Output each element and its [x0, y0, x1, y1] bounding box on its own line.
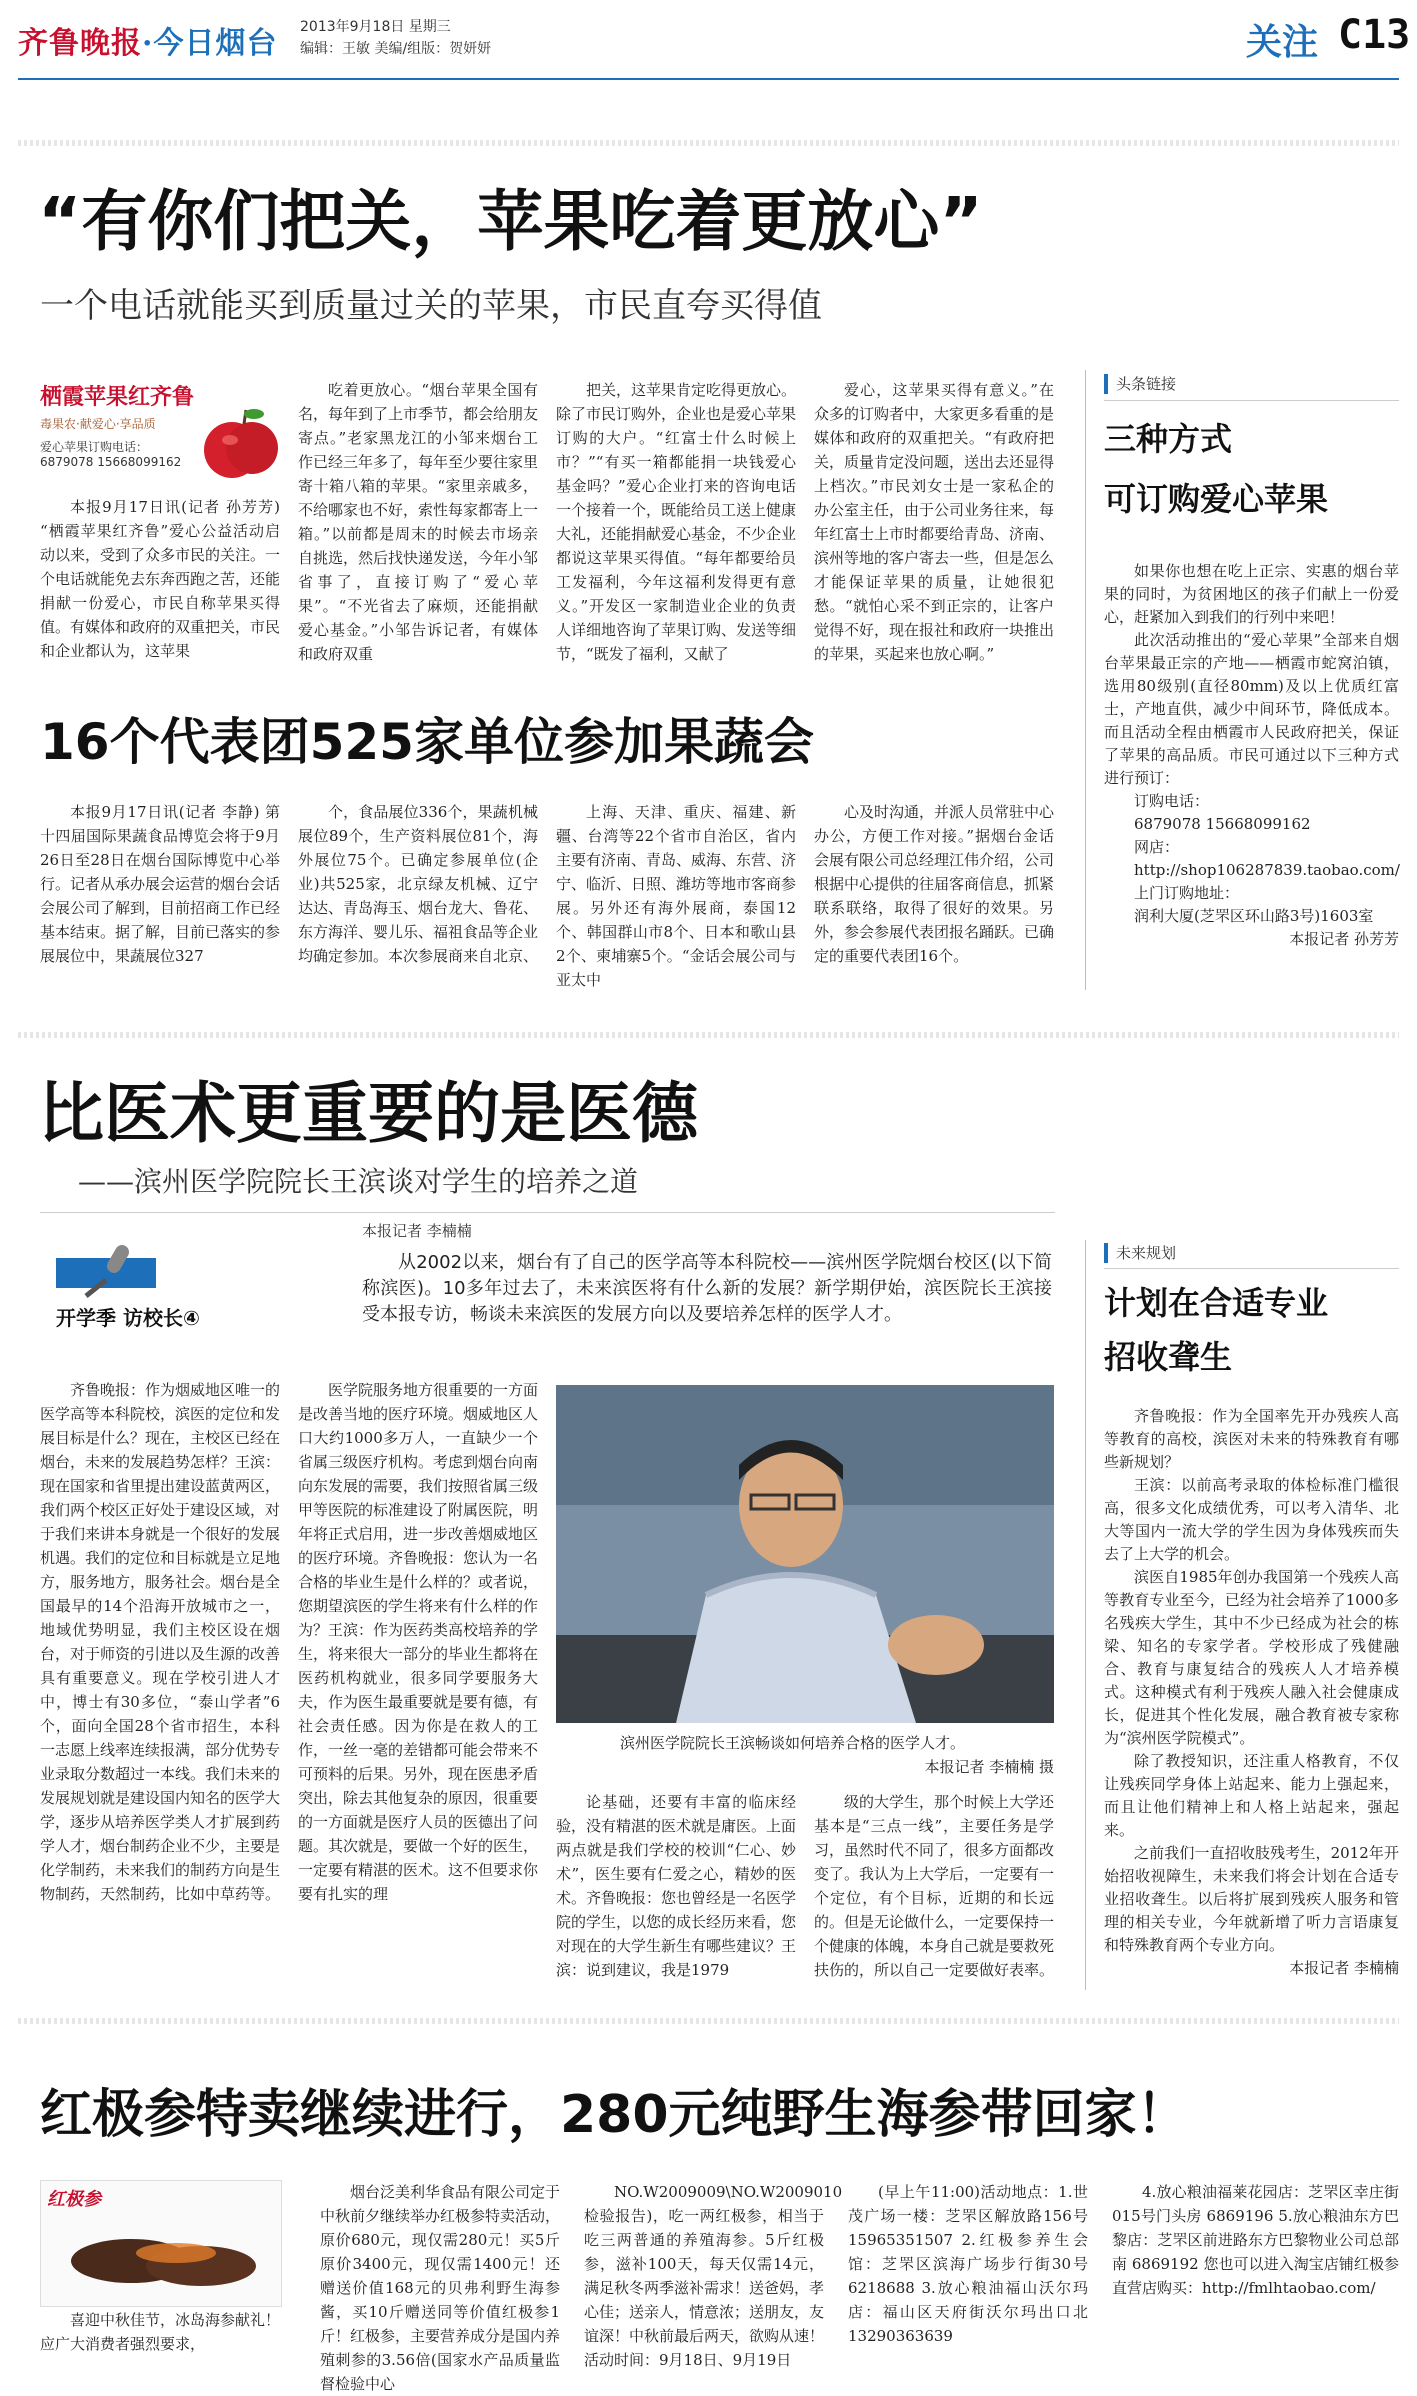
- article3-column-3: 论基础，还要有丰富的临床经验，没有精湛的医术就是庸医。上面两点就是我们学校的校训“仁心、妙术”，医生要有仁爱之心，精妙的医术。齐鲁晚报：您也曾经是一名医学院的学生，以您的成长经历来看，您对现在的大学生新生有哪些建议？王滨：说到建议，我是1979: [556, 1793, 797, 1979]
- dotted-divider: [18, 140, 1399, 146]
- sidebar2-para3: 滨医自1985年创办我国第一个残疾人高等教育专业至今，已经为社会培养了1000多名残疾大学生，其中不少已经成为社会的栋梁、知名的专家学者。学校形成了残健融合、教育与康复结合的残疾人人才培养模式。这种模式有利于残疾人融入社会健康成长，促进其个性化发展，融合教育被专家称为“滨州医学院模式”。: [1104, 1568, 1399, 1747]
- sidebar2-title-line2: 招收聋生: [1104, 1338, 1233, 1376]
- sidebar2-title-line1: 计划在合适专业: [1104, 1284, 1329, 1322]
- logo-title: 栖霞苹果红齐鲁: [40, 385, 195, 410]
- date-line: 2013年9月18日 星期三: [300, 19, 451, 35]
- article3-column-1: 齐鲁晚报：作为烟威地区唯一的医学高等本科院校，滨医的定位和发展目标是什么？现在，主校区已经在烟台，未来的发展趋势怎样？王滨：现在国家和省里提出建设蓝黄两区，我们两个校区正好处于建设区域，对于我们来讲本身就是一个很好的发展机遇。我们的定位和目标就是立足地方，服务地方，服务社会。烟台是全国最早的14个沿海开放城市之一，地域优势明显，我们主校区设在烟台，对于师资的引进以及生源的改善具有重要意义。现在学校引进人才中，博士有30多位，“泰山学者”6个，面向全国28个省市招生，本科一志愿上线率连续报满，部分优势专业录取分数超过一本线。我们未来的发展规划就是建设国内知名的医学大学，逐步从培养医学类人才扩展到药学人才，烟台制药企业不少，主要是化学制药，未来我们的制药方向是生物制药，天然制药，比如中草药等。: [40, 1381, 281, 1903]
- apple-icon: [200, 402, 280, 482]
- sidebar1-phone-label: 订购电话：: [1134, 792, 1210, 810]
- sidebar2-byline: 本报记者 李楠楠: [1289, 1959, 1399, 1977]
- article4-headline: 红极参特卖继续进行，280元纯野生海参带回家！: [40, 2085, 1189, 2145]
- article3-column-4: 级的大学生，那个时候上大学还基本是“三点一线”，主要任务是学习，虽然时代不同了，很多方面都改变了。我认为上大学后，一定要有一个定位，有个目标，近期的和长远的。但是无论做什么，一定要保持一个健康的体魄，本身自己就是要救死扶伤的，所以自己一定要做好表率。: [814, 1793, 1055, 1979]
- article3-rule: [40, 1212, 1055, 1213]
- sidebar1-para1: 如果你也想在吃上正宗、实惠的烟台苹果的同时，为贫困地区的孩子们献上一份爱心，赶紧加入到我们的行列中来吧！: [1104, 562, 1399, 626]
- sidebar2-divider: [1085, 1240, 1086, 1990]
- article1-headline: “有你们把关，苹果吃着更放心”: [38, 183, 983, 260]
- dotted-divider-3: [18, 2018, 1399, 2024]
- masthead-brand: [18, 18, 277, 62]
- sidebar1-shop-label: 网店：: [1134, 838, 1180, 856]
- apple-campaign-logo: [40, 380, 275, 490]
- article2-column-3: 上海、天津、重庆、福建、新疆、台湾等22个省市自治区，省内主要有济南、青岛、威海、东营、济宁、临沂、日照、潍坊等地市客商参展。另外还有海外展商，泰国12个、韩国群山市8个、日本和歌山县2个、柬埔寨5个。“金话会展公司与亚太中: [556, 803, 797, 989]
- sidebar2-para5: 之前我们一直招收肢残考生，2012年开始招收视障生，未来我们将会计划在合适专业招收聋生。以后将扩展到残疾人服务和管理的相关专业，今年就新增了听力言语康复和特殊教育两个专业方向。: [1104, 1844, 1399, 1954]
- sidebar2-tag: 未来规划: [1104, 1243, 1176, 1263]
- article4-column-1: 喜迎中秋佳节，冰岛海参献礼！应广大消费者强烈要求，: [40, 2311, 281, 2353]
- brand-separator: ·: [142, 26, 154, 61]
- sidebar2-tag-rule: [1104, 1268, 1399, 1269]
- article2-column-1: 本报9月17日讯(记者 李静) 第十四届国际果蔬食品博览会将于9月26日至28日在烟台国际博览中心举行。记者从承办展会运营的烟台会话会展公司了解到，目前招商工作已经基本结束。据了解，目前已落实的参展展位中，果蔬展位327: [40, 803, 281, 965]
- sidebar1-tag-rule: [1104, 400, 1399, 401]
- article2-column-2: 个，食品展位336个，果蔬机械展位89个，生产资料展位81个，海外展位75个。已确定参展单位(企业)共525家，北京绿友机械、辽宁达达、青岛海玉、烟台龙大、鲁花、东方海洋、婴儿乐、福祖食品等企业均确定参加。本次参展商来自北京、: [298, 803, 539, 965]
- article3-intro: 从2002以来，烟台有了自己的医学高等本科院校——滨州医学院烟台校区(以下简称滨医)。10多年过去了，未来滨医将有什么新的发展？新学期伊始，滨医院长王滨接受本报专访，畅谈未来滨医的发展方向以及要培养怎样的医学人才。: [362, 1252, 1052, 1325]
- sidebar1-shop-url[interactable]: http://shop106287839.taobao.com/: [1134, 861, 1400, 879]
- logo-phone-label: 爱心苹果订购电话：: [40, 440, 149, 454]
- column-logo-line2: 访校长④: [122, 1306, 200, 1330]
- sidebar1-tag: 头条链接: [1104, 374, 1176, 394]
- sidebar1-phone: 6879078 15668099162: [1134, 815, 1311, 833]
- sidebar1-divider: [1085, 370, 1086, 990]
- logo-slogan: 毒果农·献爱心·享品质: [40, 417, 156, 431]
- page-number: C13: [1338, 12, 1411, 58]
- article1-subhead: 一个电话就能买到质量过关的苹果，市民直夸买得值: [40, 286, 822, 326]
- article1-column-2: 吃着更放心。“烟台苹果全国有名，每年到了上市季节，都会给朋友寄点。”老家黑龙江的小邹来烟台工作已经三年多了，每年至少要往家里寄十箱八箱的苹果。“家里亲戚多，不给哪家也不好，索性每家都寄上一箱。”以前都是周末的时候去市场亲自挑选，然后找快递发送，今年小邹省事了，直接订购了“爱心苹果”。“不光省去了麻烦，还能捐献爱心基金。”小邹告诉记者，有媒体和政府双重: [298, 381, 539, 663]
- microphone-icon: [56, 1240, 156, 1300]
- article4-column-4: (早上午11:00)活动地点：1.世茂广场一楼：芝罘区解放路156号 15965351507 2.红极参养生会馆：芝罘区滨海广场步行街30号 6218688 3.放心粮油福山沃尔玛店：福山区天府街沃尔玛出口北 13290363639: [848, 2183, 1088, 2345]
- sidebar2-para1: 齐鲁晚报：作为全国率先开办残疾人高等教育的高校，滨医对未来的特殊教育有哪些新规划？: [1104, 1407, 1399, 1471]
- article1-column-1: 本报9月17日讯(记者 孙芳芳) “栖霞苹果红齐鲁”爱心公益活动启动以来，受到了众多市民的关注。一个电话就能免去东奔西跑之苦，还能捐献一份爱心，市民自称苹果买得值。有媒体和政府的双重把关，市民和企业都认为，这苹果: [40, 498, 281, 660]
- sidebar2-para4: 除了教授知识，还注重人格教育，不仅让残疾同学身体上站起来、能力上强起来，而且让他们精神上和人格上站起来，强起来。: [1104, 1752, 1399, 1839]
- photo-caption: 滨州医学院院长王滨畅谈如何培养合格的医学人才。: [620, 1734, 966, 1752]
- column-logo-back-to-school: [56, 1240, 281, 1340]
- product-logo: 红极参: [47, 2189, 101, 2210]
- article2-column-4: 心及时沟通，并派人员常驻中心办公，方便工作对接。”据烟台金话会展有限公司总经理江伟介绍，公司根据中心提供的往届客商信息，抓紧联系联络，取得了很好的效果。另外，参会参展代表团报名踊跃。已确定的重要代表团16个。: [814, 803, 1055, 965]
- principal-portrait: [556, 1385, 1054, 1723]
- sidebar2-para2: 王滨：以前高考录取的体检标准门槛很高，很多文化成绩优秀，可以考入清华、北大等国内一流大学的学生因为身体残疾而失去了上大学的机会。: [1104, 1476, 1399, 1563]
- article3-column-2: 医学院服务地方很重要的一方面是改善当地的医疗环境。烟威地区人口大约1000多万人，一直缺少一个省属三级医疗机构。考虑到烟台向南向东发展的需要，我们按照省属三级甲等医院的标准建设了附属医院，明年将正式启用，进一步改善烟威地区的医疗环境。齐鲁晚报：您认为一名合格的毕业生是什么样的？或者说，您期望滨医的学生将来有什么样的作为？王滨：作为医药类高校培养的学生，将来很大一部分的毕业生都将在医药机构就业，很多同学要服务大夫，作为医生最重要就是要有德，有社会责任感。因为你是在救人的工作，一丝一毫的差错都可能会带来不可预料的后果。另外，现在医患矛盾突出，除去其他复杂的原因，很重要的一方面就是医疗人员的医德出了问题。其次就是，要做一个好的医生，一定要有精湛的医术。这不但要求你要有扎实的理: [298, 1381, 539, 1903]
- article3-headline: 比医术更重要的是医德: [38, 1075, 698, 1152]
- sidebar1-para2: 此次活动推出的“爱心苹果”全部来自烟台苹果最正宗的产地——栖霞市蛇窝泊镇，选用80级别(直径80mm)及以上优质红富士，产地直供，减少中间环节，降低成本。而且活动全程由栖霞市人民政府把关，保证了苹果的高品质。市民可通过以下三种方式进行预订：: [1104, 631, 1399, 787]
- article1-column-4: 爱心，这苹果买得有意义。”在众多的订购者中，大家更多看重的是媒体和政府的双重把关。“有政府把关，质量肯定没问题，送出去还显得上档次。”市民刘女士是一家私企的办公室主任，由于公司业务往来，每年红富士上市时都要给青岛、济南、滨州等地的客户寄去一些，但是怎么才能保证苹果的质量，让她很犯愁。“就怕心采不到正宗的，让客户觉得不好，现在报社和政府一块推出的苹果，买起来也放心啊。”: [814, 381, 1055, 663]
- principal-photo: [556, 1385, 1054, 1723]
- sidebar1-title-line2: 可订购爱心苹果: [1104, 480, 1329, 518]
- article1-column-3: 把关，这苹果肯定吃得更放心。除了市民订购外，企业也是爱心苹果订购的大户。“红富士什么时候上市？”“有买一箱都能捐一块钱爱心基金吗？”爱心企业打来的咨询电话一个接着一个，既能给员工送上健康大礼，还能捐献爱心基金，不少企业都说这苹果买得值。“每年都要给员工发福利，今年这福利发得更有意义。”开发区一家制造业企业的负责人详细地咨询了苹果订购、发送等细节，“既发了福利，又献了: [556, 381, 797, 663]
- column-logo-line1: 开学季: [56, 1306, 116, 1330]
- masthead-rule: [18, 78, 1399, 80]
- dotted-divider-2: [18, 1032, 1399, 1038]
- brand-name: 齐鲁晚报: [18, 26, 142, 61]
- masthead-info: [300, 16, 491, 60]
- article4-column-2: 烟台泛美利华食品有限公司定于中秋前夕继续举办红极参特卖活动，原价680元，现仅需280元！买5斤原价3400元，现仅需1400元！还赠送价值168元的贝弗利野生海参酱，买10斤赠送同等价值红极参1斤！红极参，主要营养成分是国内养殖刺参的3.56倍(国家水产品质量监督检验中心: [320, 2183, 561, 2393]
- section-name: 关注: [1246, 22, 1319, 63]
- article2-headline: 16个代表团525家单位参加果蔬会: [40, 713, 814, 771]
- sea-cucumber-product-image: [40, 2180, 282, 2307]
- sidebar1-body: [1104, 560, 1399, 980]
- sidebar1-visit-label: 上门订购地址：: [1134, 884, 1240, 902]
- sidebar1-visit-address: 润利大厦(芝罘区环山路3号)1603室: [1134, 907, 1374, 925]
- sea-cucumber-icon: [61, 2211, 261, 2301]
- article4-column-3: NO.W2009009\NO.W2009010检验报告)，吃一两红极参，相当于吃三两普通的养殖海参。5斤红极参，滋补100天，每天仅需14元，满足秋冬两季滋补需求！送爸妈，孝心佳；送亲人，情意浓；送朋友，友谊深！中秋前最后两天，欲购从速！活动时间：9月18日、9月19日: [584, 2183, 843, 2369]
- logo-phone: 6879078 15668099162: [40, 455, 182, 469]
- sidebar1-title-line1: 三种方式: [1104, 420, 1233, 458]
- sub-brand-name: 今日烟台: [153, 26, 278, 61]
- editor-line: 编辑：王敏 美编/组版：贺妍妍: [300, 41, 492, 57]
- article3-subhead: ——滨州医学院院长王滨谈对学生的培养之道: [78, 1165, 639, 1198]
- article3-byline: 本报记者 李楠楠: [362, 1222, 472, 1240]
- sidebar1-byline: 本报记者 孙芳芳: [1289, 930, 1399, 948]
- photo-credit: 本报记者 李楠楠 摄: [924, 1758, 1054, 1776]
- article4-column-5: 4.放心粮油福莱花园店：芝罘区幸庄街015号门头房 6869196 5.放心粮油东方巴黎店：芝罘区前进路东方巴黎物业公司总部南 6869192 您也可以进入淘宝店铺红极参直营店购买：http://fmlhtaobao.com/: [1112, 2183, 1399, 2297]
- sidebar2-body: [1104, 1405, 1399, 1985]
